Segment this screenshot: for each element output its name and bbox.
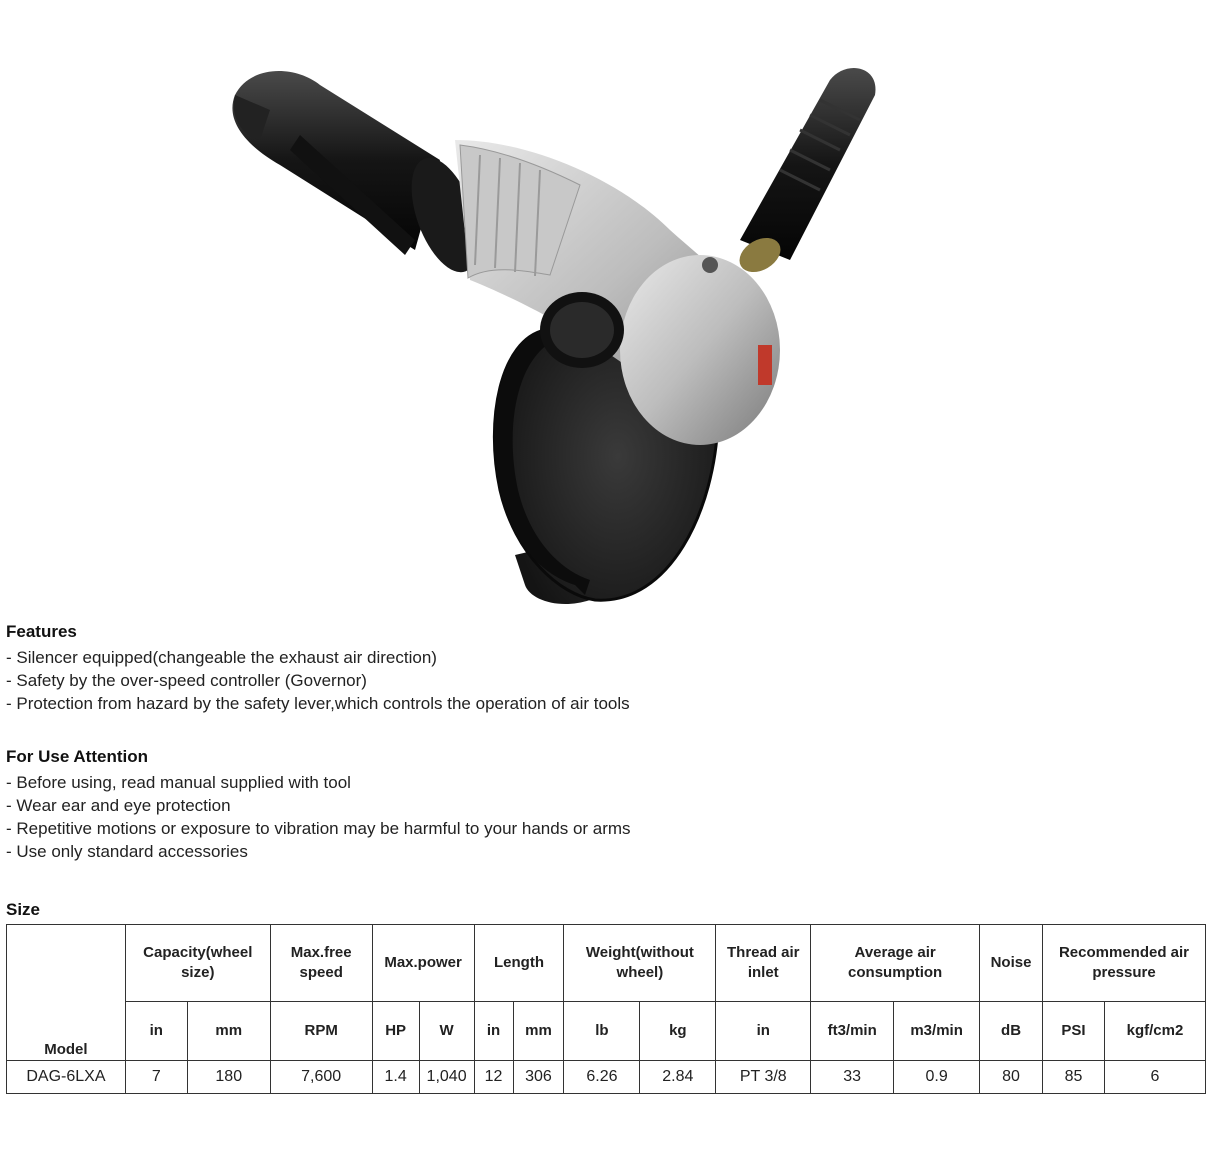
header-max-power: Max.power (372, 925, 474, 1002)
unit-cell: kgf/cm2 (1104, 1002, 1205, 1061)
header-max-free-speed: Max.free speed (270, 925, 372, 1002)
unit-cell: m3/min (894, 1002, 980, 1061)
attention-item: - Before using, read manual supplied with tool (6, 773, 351, 792)
unit-cell: W (419, 1002, 474, 1061)
header-weight: Weight(without wheel) (564, 925, 716, 1002)
features-item: - Silencer equipped(changeable the exhaust air direction) (6, 648, 437, 667)
size-heading: Size (6, 900, 41, 919)
table-units-row (7, 1002, 1206, 1061)
features-item: - Safety by the over-speed controller (Governor) (6, 671, 367, 690)
table-cell: 6.26 (564, 1061, 640, 1094)
table-row (7, 1061, 1206, 1094)
features-section (6, 622, 630, 715)
table-cell: 306 (513, 1061, 564, 1094)
attention-item: - Wear ear and eye protection (6, 796, 231, 815)
header-air-pressure: Recommended air pressure (1043, 925, 1206, 1002)
table-cell: 7 (125, 1061, 187, 1094)
table-cell: 85 (1043, 1061, 1105, 1094)
unit-cell: mm (187, 1002, 270, 1061)
unit-cell: in (474, 1002, 513, 1061)
table-header-row (7, 925, 1206, 1002)
features-item: - Protection from hazard by the safety lever,which controls the operation of air tools (6, 694, 630, 713)
table-cell: 180 (187, 1061, 270, 1094)
attention-item: - Repetitive motions or exposure to vibration may be harmful to your hands or arms (6, 819, 631, 838)
table-cell: 0.9 (894, 1061, 980, 1094)
table-cell: 6 (1104, 1061, 1205, 1094)
table-cell: 12 (474, 1061, 513, 1094)
unit-cell: in (716, 1002, 811, 1061)
unit-cell: in (125, 1002, 187, 1061)
unit-cell: PSI (1043, 1002, 1105, 1061)
table-cell: 80 (980, 1061, 1043, 1094)
unit-cell: RPM (270, 1002, 372, 1061)
size-section (6, 900, 40, 924)
header-air-consumption: Average air consumption (811, 925, 980, 1002)
header-capacity: Capacity(wheel size) (125, 925, 270, 1002)
attention-heading: For Use Attention (6, 747, 148, 766)
unit-cell: mm (513, 1002, 564, 1061)
table-cell: PT 3/8 (716, 1061, 811, 1094)
unit-cell: dB (980, 1002, 1043, 1061)
attention-item: - Use only standard accessories (6, 842, 248, 861)
table-cell: 7,600 (270, 1061, 372, 1094)
header-thread: Thread air inlet (716, 925, 811, 1002)
header-length: Length (474, 925, 564, 1002)
features-heading: Features (6, 622, 77, 641)
unit-cell: ft3/min (811, 1002, 894, 1061)
unit-cell: lb (564, 1002, 640, 1061)
header-noise: Noise (980, 925, 1043, 1002)
attention-section (6, 747, 631, 863)
table-cell: 1.4 (372, 1061, 419, 1094)
product-image (200, 40, 960, 620)
table-cell: 33 (811, 1061, 894, 1094)
unit-cell: kg (640, 1002, 716, 1061)
spec-table (6, 924, 1206, 1094)
table-cell: 2.84 (640, 1061, 716, 1094)
header-model: Model (7, 925, 126, 1061)
cell-model: DAG-6LXA (7, 1061, 126, 1094)
table-cell: 1,040 (419, 1061, 474, 1094)
unit-cell: HP (372, 1002, 419, 1061)
